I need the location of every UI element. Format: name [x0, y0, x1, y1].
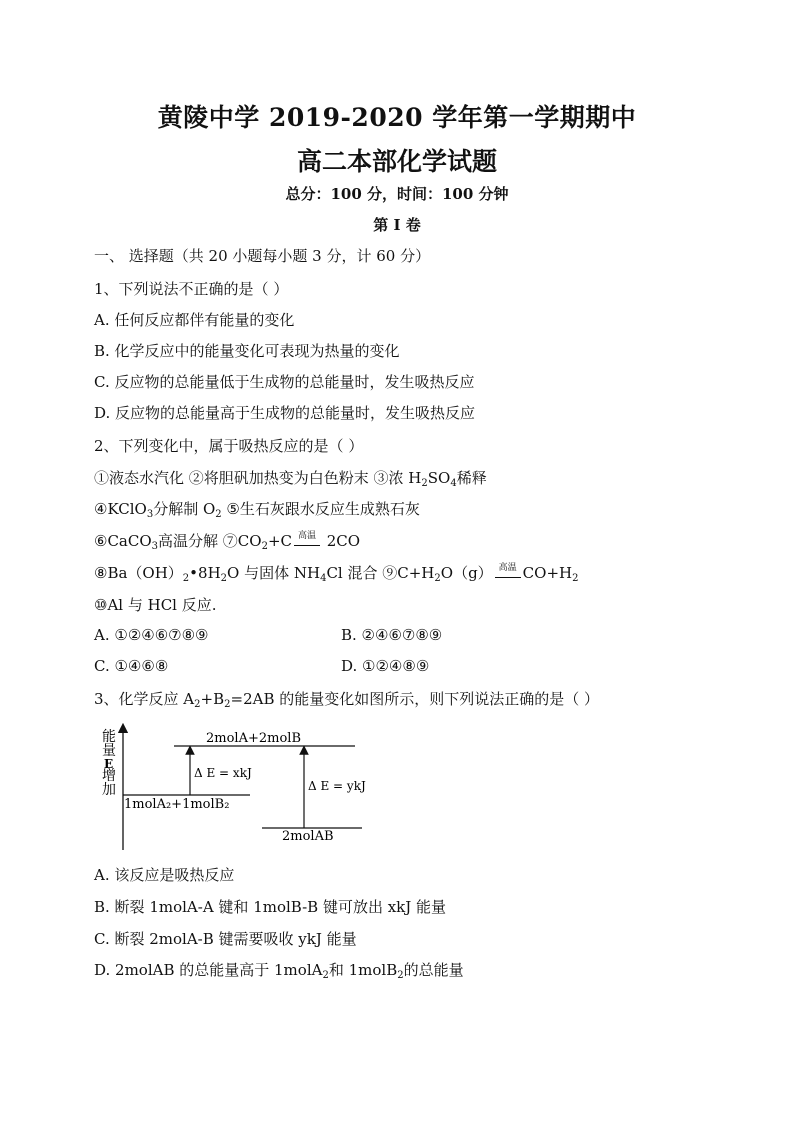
- axis-label-char: 量: [102, 743, 116, 759]
- q1-option-c: C. 反应物的总能量低于生成物的总能量时，发生吸热反应: [94, 373, 475, 391]
- volume-label: 第 I 卷: [373, 216, 421, 234]
- q1-stem: 1、下列说法不正确的是（ ）: [94, 280, 289, 298]
- q2-items-line2: ④KClO$_3$分解制 $O_2$ ⑤生石灰跟水反应生成熟石灰: [94, 500, 420, 520]
- q2-stem: 2、下列变化中，属于吸热反应的是（ ）: [94, 437, 364, 455]
- q2-items-line3: ⑥CaCO$_3$高温分解 $⑦CO_2+C$ 高温 2CO: [94, 531, 361, 552]
- exam-subtitle: 总分：100 分，时间：100 分钟: [285, 185, 509, 203]
- level-bottom-label: 2molAB: [282, 829, 334, 844]
- q2-option-d: D. ①②④⑧⑨: [341, 657, 430, 675]
- axis-label-char: E: [104, 757, 114, 771]
- level-left-label: 1molA₂+1molB₂: [124, 797, 230, 812]
- q1-option-a: A. 任何反应都伴有能量的变化: [94, 311, 295, 329]
- q3-option-b: B. 断裂 1molA-A 键和 1molB-B 键可放出 xkJ 能量: [94, 898, 447, 916]
- exam-title-line1: 黄陵中学 2019-2020 学年第一学期期中: [157, 103, 637, 132]
- level-top-label: 2molA+2molB: [206, 731, 301, 746]
- q3-stem: 3、化学反应 $A_2+B_2=2AB$ 的能量变化如图所示，则下列说法正确的是（ ）: [94, 690, 600, 710]
- q2-option-a: A. ①②④⑥⑦⑧⑨: [94, 626, 209, 644]
- section-heading: 一、 选择题（共 20 小题每小题 3 分，计 60 分）: [94, 247, 431, 265]
- axis-label-char: 加: [102, 782, 116, 798]
- high-temp-arrow: 高温: [294, 531, 320, 551]
- q3-option-d: D. 2molAB 的总能量高于 1molA$_2$和 1molB$_2$的总能量: [94, 961, 464, 981]
- q1-option-d: D. 反应物的总能量高于生成物的总能量时，发生吸热反应: [94, 404, 476, 422]
- q2-option-b: B. ②④⑥⑦⑧⑨: [341, 626, 443, 644]
- axis-label-char: 能: [102, 729, 116, 745]
- q2-items-line4: $⑧Ba(OH)_2•8H_2O$ 与固体 $NH_4Cl$ 混合 $⑨C+H_2O(g)$ 高温 $CO+H_2$: [94, 563, 579, 584]
- q1-option-b: B. 化学反应中的能量变化可表现为热量的变化: [94, 342, 400, 360]
- q2-items-line1: ①液态水汽化 ②将胆矾加热变为白色粉末 ③浓 $H_2SO_4$稀释: [94, 469, 487, 489]
- axis-label-char: 增: [102, 768, 116, 784]
- q2-option-c: C. ①④⑥⑧: [94, 657, 169, 675]
- q3-option-c: C. 断裂 2molA-B 键需要吸收 ykJ 能量: [94, 930, 357, 948]
- q3-option-a: A. 该反应是吸热反应: [94, 866, 235, 884]
- q2-items-line5: ⑩Al 与 HCl 反应.: [94, 596, 217, 614]
- arrow-x-label: Δ E = xkJ: [194, 766, 252, 780]
- high-temp-arrow-2: 高温: [495, 563, 521, 583]
- energy-level-diagram: [100, 722, 390, 854]
- arrow-y-label: Δ E = ykJ: [308, 779, 366, 793]
- exam-title-line2: 高二本部化学试题: [296, 147, 497, 176]
